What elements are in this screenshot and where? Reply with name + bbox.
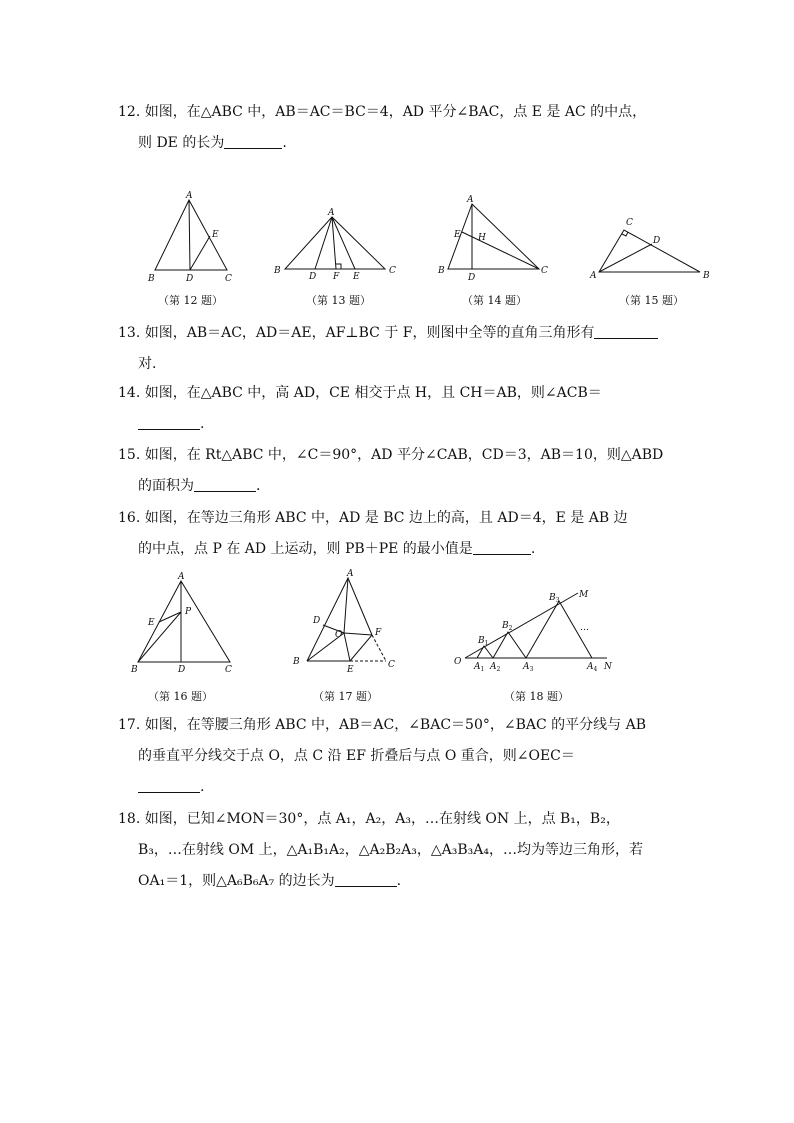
fig15-label-c: C	[626, 218, 633, 228]
answer-blank-17[interactable]	[138, 778, 200, 793]
caption-14: （第 14 题）	[462, 294, 527, 307]
fig18-label-b1-sub: 1	[484, 640, 489, 647]
fig12-label-d: D	[186, 274, 194, 284]
fig18-label-b1-letter: B	[478, 636, 485, 646]
fig18-label-b3-letter: B	[549, 593, 556, 603]
figure-12-diagram	[145, 190, 245, 285]
question-17	[118, 710, 678, 803]
fig13-right-angle-mark	[336, 264, 341, 269]
fig13-label-c: C	[389, 266, 396, 276]
caption-18: （第 18 题）	[504, 690, 569, 703]
q17-period: .	[200, 779, 205, 795]
question-13	[118, 318, 678, 380]
q15-line2: 的面积为	[138, 478, 194, 494]
q18-line2: B₃，…在射线 OM 上，△A₁B₁A₂，△A₂B₂A₃，△A₃B₃A₄，…均为等边三角形，若	[138, 842, 643, 858]
fig17-label-c: C	[388, 660, 395, 670]
answer-blank-18[interactable]	[335, 872, 397, 887]
fig14-triangle-abc	[448, 204, 539, 269]
fig12-label-b: B	[148, 274, 155, 284]
figure-16	[128, 570, 238, 680]
caption-12: （第 12 题）	[158, 294, 223, 307]
fig18-label-a3	[522, 662, 534, 673]
fig18-label-b3-sub: 3	[555, 597, 560, 604]
fig12-line-ad	[189, 200, 190, 270]
fig14-label-a: A	[467, 195, 474, 205]
fig13-label-b: B	[274, 266, 281, 276]
fig17-label-b: B	[293, 657, 300, 667]
fig17-fold-ef	[350, 635, 372, 661]
fig16-label-p: P	[185, 607, 192, 617]
fig18-label-b2	[501, 621, 513, 632]
fig13-line-ad	[315, 217, 332, 269]
figure-17-diagram	[290, 565, 400, 675]
fig17-label-a: A	[347, 569, 354, 579]
figure-16-diagram	[128, 570, 238, 680]
answer-blank-14[interactable]	[138, 415, 200, 430]
caption-15: （第 15 题）	[619, 294, 684, 307]
fig18-label-n: N	[604, 662, 612, 672]
fig18-label-a2-sub: 2	[496, 666, 501, 673]
fig13-label-f: F	[333, 272, 340, 282]
fig17-line-fc-dashed	[372, 635, 386, 661]
fig18-label-a2-letter: A	[490, 662, 497, 672]
fig18-label-a4-sub: 4	[593, 666, 598, 673]
q12-line2: 则 DE 的长为	[138, 135, 225, 151]
fig18-label-a2	[489, 662, 501, 673]
fig14-label-h: H	[478, 233, 486, 243]
fig16-line-bp	[138, 612, 181, 662]
fig18-triangle-1	[477, 646, 493, 658]
fig18-label-b3	[548, 593, 560, 604]
fig17-bisector-ao	[344, 578, 348, 633]
fig18-ray-om	[465, 593, 578, 658]
fig18-label-b2-letter: B	[502, 621, 509, 631]
caption-17: （第 17 题）	[313, 690, 378, 703]
fig18-label-a4	[586, 662, 598, 673]
figure-18	[450, 585, 625, 675]
caption-13: （第 13 题）	[306, 294, 371, 307]
fig18-label-a1-letter: A	[474, 662, 481, 672]
fig12-label-e: E	[212, 230, 219, 240]
fig17-label-f: F	[375, 628, 382, 638]
answer-blank-12[interactable]	[224, 134, 282, 149]
fig17-label-e: E	[347, 665, 354, 675]
fig18-label-a1	[473, 662, 484, 673]
question-18	[118, 804, 678, 897]
question-15	[118, 440, 678, 502]
fig18-label-a3-sub: 3	[529, 666, 534, 673]
answer-blank-15[interactable]	[194, 477, 256, 492]
fig15-label-b: B	[703, 271, 710, 281]
fig18-label-b2-sub: 2	[508, 625, 513, 632]
figure-17	[290, 565, 400, 675]
q18-line1: 18. 如图，已知∠MON＝30°，点 A₁，A₂，A₃，…在射线 ON 上，点 B₁，B₂，	[118, 811, 620, 827]
fig12-line-de	[190, 236, 210, 270]
fig18-label-dots: …	[580, 623, 589, 633]
fig18-triangle-2	[493, 632, 526, 658]
q14-period: .	[200, 416, 205, 432]
fig18-label-m: M	[579, 590, 589, 600]
q14-line1: 14. 如图，在△ABC 中，高 AD，CE 相交于点 H，且 CH＝AB，则∠ACB＝	[118, 385, 602, 401]
q18-line3: OA₁＝1，则△A₆B₆A₇ 的边长为	[138, 873, 335, 889]
figure-13-diagram	[270, 205, 405, 285]
q15-period: .	[256, 478, 261, 494]
fig16-label-c: C	[225, 665, 232, 675]
fig15-label-d: D	[653, 236, 661, 246]
fig14-label-d: D	[468, 273, 476, 283]
figure-12	[145, 190, 245, 285]
fig12-label-c: C	[225, 274, 232, 284]
q17-line2: 的垂直平分线交于点 O，点 C 沿 EF 折叠后与点 O 重合，则∠OEC＝	[138, 748, 575, 764]
q13-line1: 13. 如图，AB＝AC，AD＝AE，AF⊥BC 于 F，则图中全等的直角三角形有	[118, 325, 595, 341]
fig14-label-b: B	[438, 266, 445, 276]
q12-period: .	[282, 135, 287, 151]
q15-line1: 15. 如图，在 Rt△ABC 中，∠C＝90°，AD 平分∠CAB，CD＝3，AB＝10，则△ABD	[118, 447, 664, 463]
fig18-label-b1	[477, 636, 488, 647]
fig17-label-o: O	[335, 630, 343, 640]
q12-line1: 12. 如图，在△ABC 中，AB＝AC＝BC＝4，AD 平分∠BAC，点 E 是 AC 的中点，	[118, 104, 647, 120]
figure-15-diagram	[585, 213, 715, 283]
fig16-label-b: B	[131, 665, 138, 675]
fig14-label-e: E	[454, 230, 461, 240]
figure-18-diagram	[450, 585, 625, 675]
fig17-line-oe	[344, 633, 350, 661]
fig13-label-e: E	[353, 272, 360, 282]
question-14	[118, 378, 678, 440]
fig16-label-d: D	[178, 665, 186, 675]
fig15-label-a: A	[590, 271, 597, 281]
fig14-label-c: C	[541, 266, 548, 276]
fig13-label-a: A	[328, 208, 335, 218]
q16-line2: 的中点，点 P 在 AD 上运动，则 PB＋PE 的最小值是	[138, 541, 473, 557]
figure-14	[435, 192, 555, 282]
fig18-label-a4-letter: A	[587, 662, 594, 672]
answer-blank-16[interactable]	[473, 540, 531, 555]
fig17-line-of	[344, 633, 372, 635]
figure-15	[585, 213, 715, 283]
fig18-label-a1-sub: 1	[480, 666, 485, 673]
fig13-label-d: D	[309, 272, 317, 282]
q13-line2: 对.	[138, 356, 157, 372]
figure-13	[270, 205, 405, 285]
question-16	[118, 503, 678, 565]
answer-blank-13[interactable]	[594, 324, 658, 339]
figure-14-diagram	[435, 192, 555, 282]
q17-line1: 17. 如图，在等腰三角形 ABC 中，AB＝AC，∠BAC＝50°，∠BAC 的平分线与 AB	[118, 717, 646, 733]
fig17-label-d: D	[313, 616, 321, 626]
q16-period: .	[530, 541, 536, 557]
fig14-altitude-ce	[462, 232, 539, 269]
fig16-label-e: E	[148, 618, 155, 628]
fig12-label-a: A	[186, 191, 193, 201]
fig18-label-a3-letter: A	[523, 662, 530, 672]
fig16-label-a: A	[178, 572, 185, 582]
fig15-triangle-abc	[599, 230, 700, 272]
q18-period: .	[396, 873, 402, 889]
fig18-label-o: O	[454, 657, 462, 667]
caption-16: （第 16 题）	[148, 690, 213, 703]
question-12	[118, 97, 678, 159]
q16-line1: 16. 如图，在等边三角形 ABC 中，AD 是 BC 边上的高，且 AD＝4，E 是 AB 边	[118, 510, 628, 526]
